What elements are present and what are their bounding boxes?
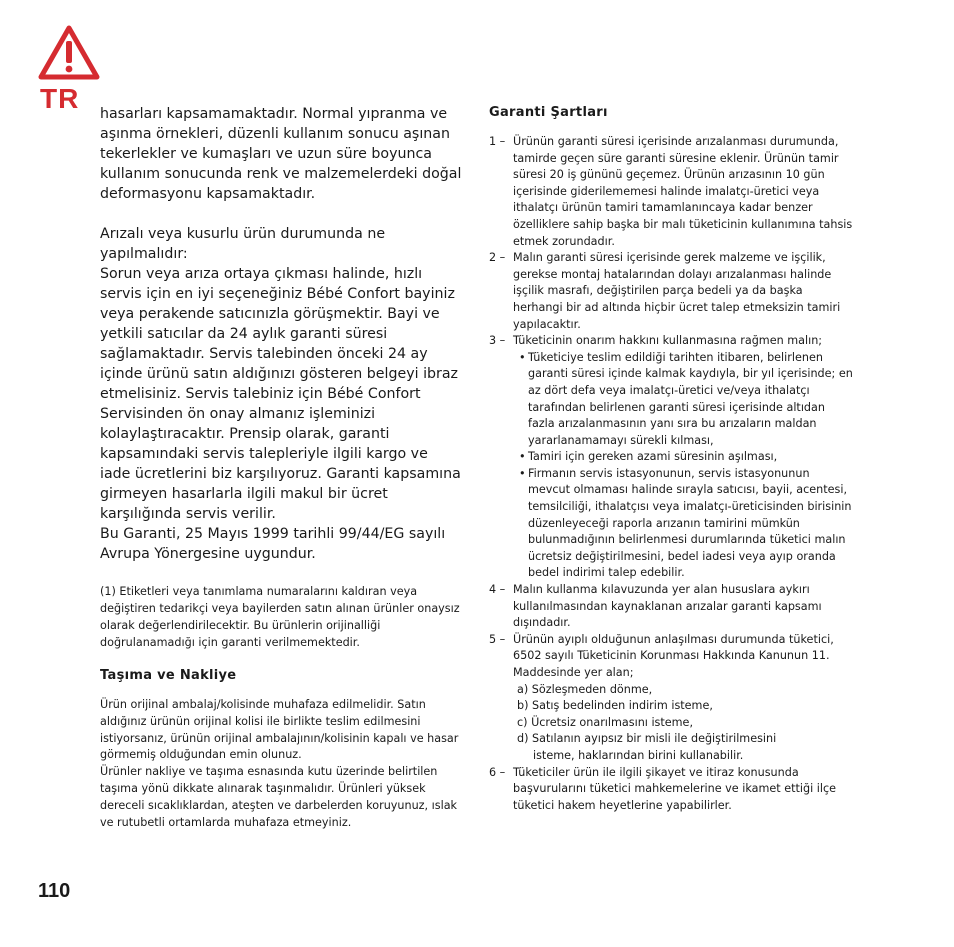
item-text: Ürünün garanti süresi içerisinde arızalanması durumunda, tamirde geçen süre garanti süresine eklenir. Ürünün tamir süresi 20 iş gününü geçemez. Ürünün arızasının 10 gün içerisinde giderilememesi halinde imalatçı-üretici veya ithalatçı ürünün tamiri tamamlanıncaya kadar benzer özelliklere sahip başka bir malı tüketicinin kullanımına tahsis etmek zorundadır. <box>513 135 853 248</box>
list-item <box>489 250 854 333</box>
item-text: Malın garanti süresi içerisinde gerek malzeme ve işçilik, gerekse montaj hatalarından dolayı arızalanması halinde işçilik masrafı, değiştirilen parça bedeli ya da başka herhangi bir ad altında hiçbir ücret talep etmeksizin tamiri yapılacaktır. <box>513 251 841 331</box>
paragraph: Bu Garanti, 25 Mayıs 1999 tarihli 99/44/EG sayılı Avrupa Yönergesine uygundur. <box>100 526 446 562</box>
sub-item: c) Ücretsiz onarılmasını isteme, <box>517 715 693 729</box>
bullet-icon: • <box>519 466 526 480</box>
paragraph: hasarları kapsamamaktadır. Normal yıpranma ve aşınma örnekleri, düzenli kullanım sonucu aşınan tekerlekler ve kumaşları ve uzun süre boyunca kullanım sonucunda renk ve malzemelerdeki doğal deformasyonu kapsamaktadır. <box>100 106 462 202</box>
bullet-text: Firmanın servis istasyonunun, servis istasyonunun mevcut olmaması halinde sırayla satıcısı, bayii, acentesi, temsilciliği, ithalatçısı veya imalatçı-üreticisinden birisinin düzenleyeceği raporla arızanın tamirini mümkün bulunmadığının belirlenmesi durumlarında tüketici malın ücretsiz değiştirilmesini, bedel iadesi veya ayıp oranda bedel indirimi talep edebilir. <box>528 466 852 580</box>
paragraph: Ürünler nakliye ve taşıma esnasında kutu üzerinde belirtilen taşıma yönü dikkate alınarak taşınmalıdır. Ürünleri yüksek dereceli sıcaklıklardan, ateşten ve darbelerden koruyunuz, ıslak ve rutubetli ortamlarda muhafaza etmeyiniz. <box>100 765 458 829</box>
sub-item: d) Satılanın ayıpsız bir misli ile değiştirilmesini <box>517 732 777 746</box>
paragraph: Ürün orijinal ambalaj/kolisinde muhafaza edilmelidir. Satın aldığınız ürünün orijinal kolisi ile birlikte teslim edilmesini istiyorsanız, ürünün orijinal ambalajının/kolisinin kapalı ve hasar görmemiş olduğundan emin olunuz. <box>100 698 459 762</box>
item-text: Tüketiciler ürün ile ilgili şikayet ve itiraz konusunda başvurularını tüketici mahkemelerine ve ikamet ettiği ilçe tüketici hakem heyetlerine yapabilirler. <box>513 765 836 812</box>
bullet-text: Tamiri için gereken azami süresinin aşılması, <box>528 450 778 464</box>
bullet-item <box>519 466 854 582</box>
warranty-text-left <box>100 104 462 564</box>
list-item <box>489 333 854 350</box>
list-item <box>489 765 854 815</box>
item-number: 2 – <box>489 251 506 265</box>
item-text: Ürünün ayıplı olduğunun anlaşılması durumunda tüketici, 6502 sayılı Tüketicinin Korunması Hakkında Kanunun 11. Maddesinde yer alan; <box>513 632 834 679</box>
language-code: TR <box>40 83 80 114</box>
footnote: (1) Etiketleri veya tanımlama numaralarını kaldıran veya değiştiren tedarikçi veya bayilerden satın alınan ürünler onaysız olarak değerlendirilecektir. Bu ürünlerin orijinalliği doğrulanamadığı için garanti verilmemektedir. <box>100 585 460 649</box>
list-item <box>489 134 854 250</box>
sub-item: b) Satış bedelinden indirim isteme, <box>517 699 713 713</box>
item-text: Tüketicinin onarım hakkını kullanmasına rağmen malın; <box>513 334 823 348</box>
item-number: 4 – <box>489 583 506 597</box>
paragraph: Arızalı veya kusurlu ürün durumunda ne yapılmalıdır: <box>100 226 386 262</box>
bullet-item <box>519 350 854 450</box>
sub-item: a) Sözleşmeden dönme, <box>517 682 653 696</box>
warning-triangle-icon <box>37 24 101 82</box>
list-item <box>489 632 854 682</box>
bullet-icon: • <box>519 350 526 364</box>
item-text: Malın kullanma kılavuzunda yer alan hususlara aykırı kullanılmasından kaynaklanan arızalar garanti kapsamı dışındadır. <box>513 583 822 630</box>
bullet-item <box>519 449 854 466</box>
bullet-icon: • <box>519 450 526 464</box>
paragraph: Sorun veya arıza ortaya çıkması halinde, hızlı servis için en iyi seçeneğiniz Bébé Confort bayiniz veya perakende satıcınızla görüşmektir. Bayi ve yetkili satıcılar da 24 aylık garanti süresi sağlamaktadır. Servis talebinden önceki 24 ay içinde ürünü satın aldığınızı gösteren belgeyi ibraz etmelisiniz. Servis talebiniz için Bébé Confort Servisinden ön onay almanız işleminizi kolaylaştıracaktır. Prensip olarak, garanti kapsamındaki servis talepleriyle ilgili kargo ve iade ücretlerini biz karşılıyoruz. Garanti kapsamına girmeyen hasarlarla ilgili makul bir ücret karşılığında servis verilir. <box>100 266 461 522</box>
warranty-terms-list <box>489 134 854 814</box>
transport-text <box>100 697 462 831</box>
sub-item-continuation: isteme, haklarından birini kullanabilir. <box>533 748 744 762</box>
item-number: 6 – <box>489 765 506 779</box>
page-number: 110 <box>38 880 71 902</box>
item-number: 5 – <box>489 632 506 646</box>
list-item <box>489 582 854 632</box>
item-number: 3 – <box>489 334 506 348</box>
bullet-text: Tüketiciye teslim edildiği tarihten itibaren, belirlenen garanti süresi içinde kalmak kaydıyla, bir yıl içerisinde; en az dört defa veya imalatçı-üretici ve/veya ithalatçı tarafından belirlenen garanti süresi içerisinde altıdan fazla arızalanmasının yanı sıra bu arızaların maldan yararlanamamayı sürekli kılması, <box>528 350 853 447</box>
item-number: 1 – <box>489 135 506 148</box>
section-heading-transport: Taşıma ve Nakliye <box>100 668 237 683</box>
section-heading-warranty-terms: Garanti Şartları <box>489 105 608 120</box>
